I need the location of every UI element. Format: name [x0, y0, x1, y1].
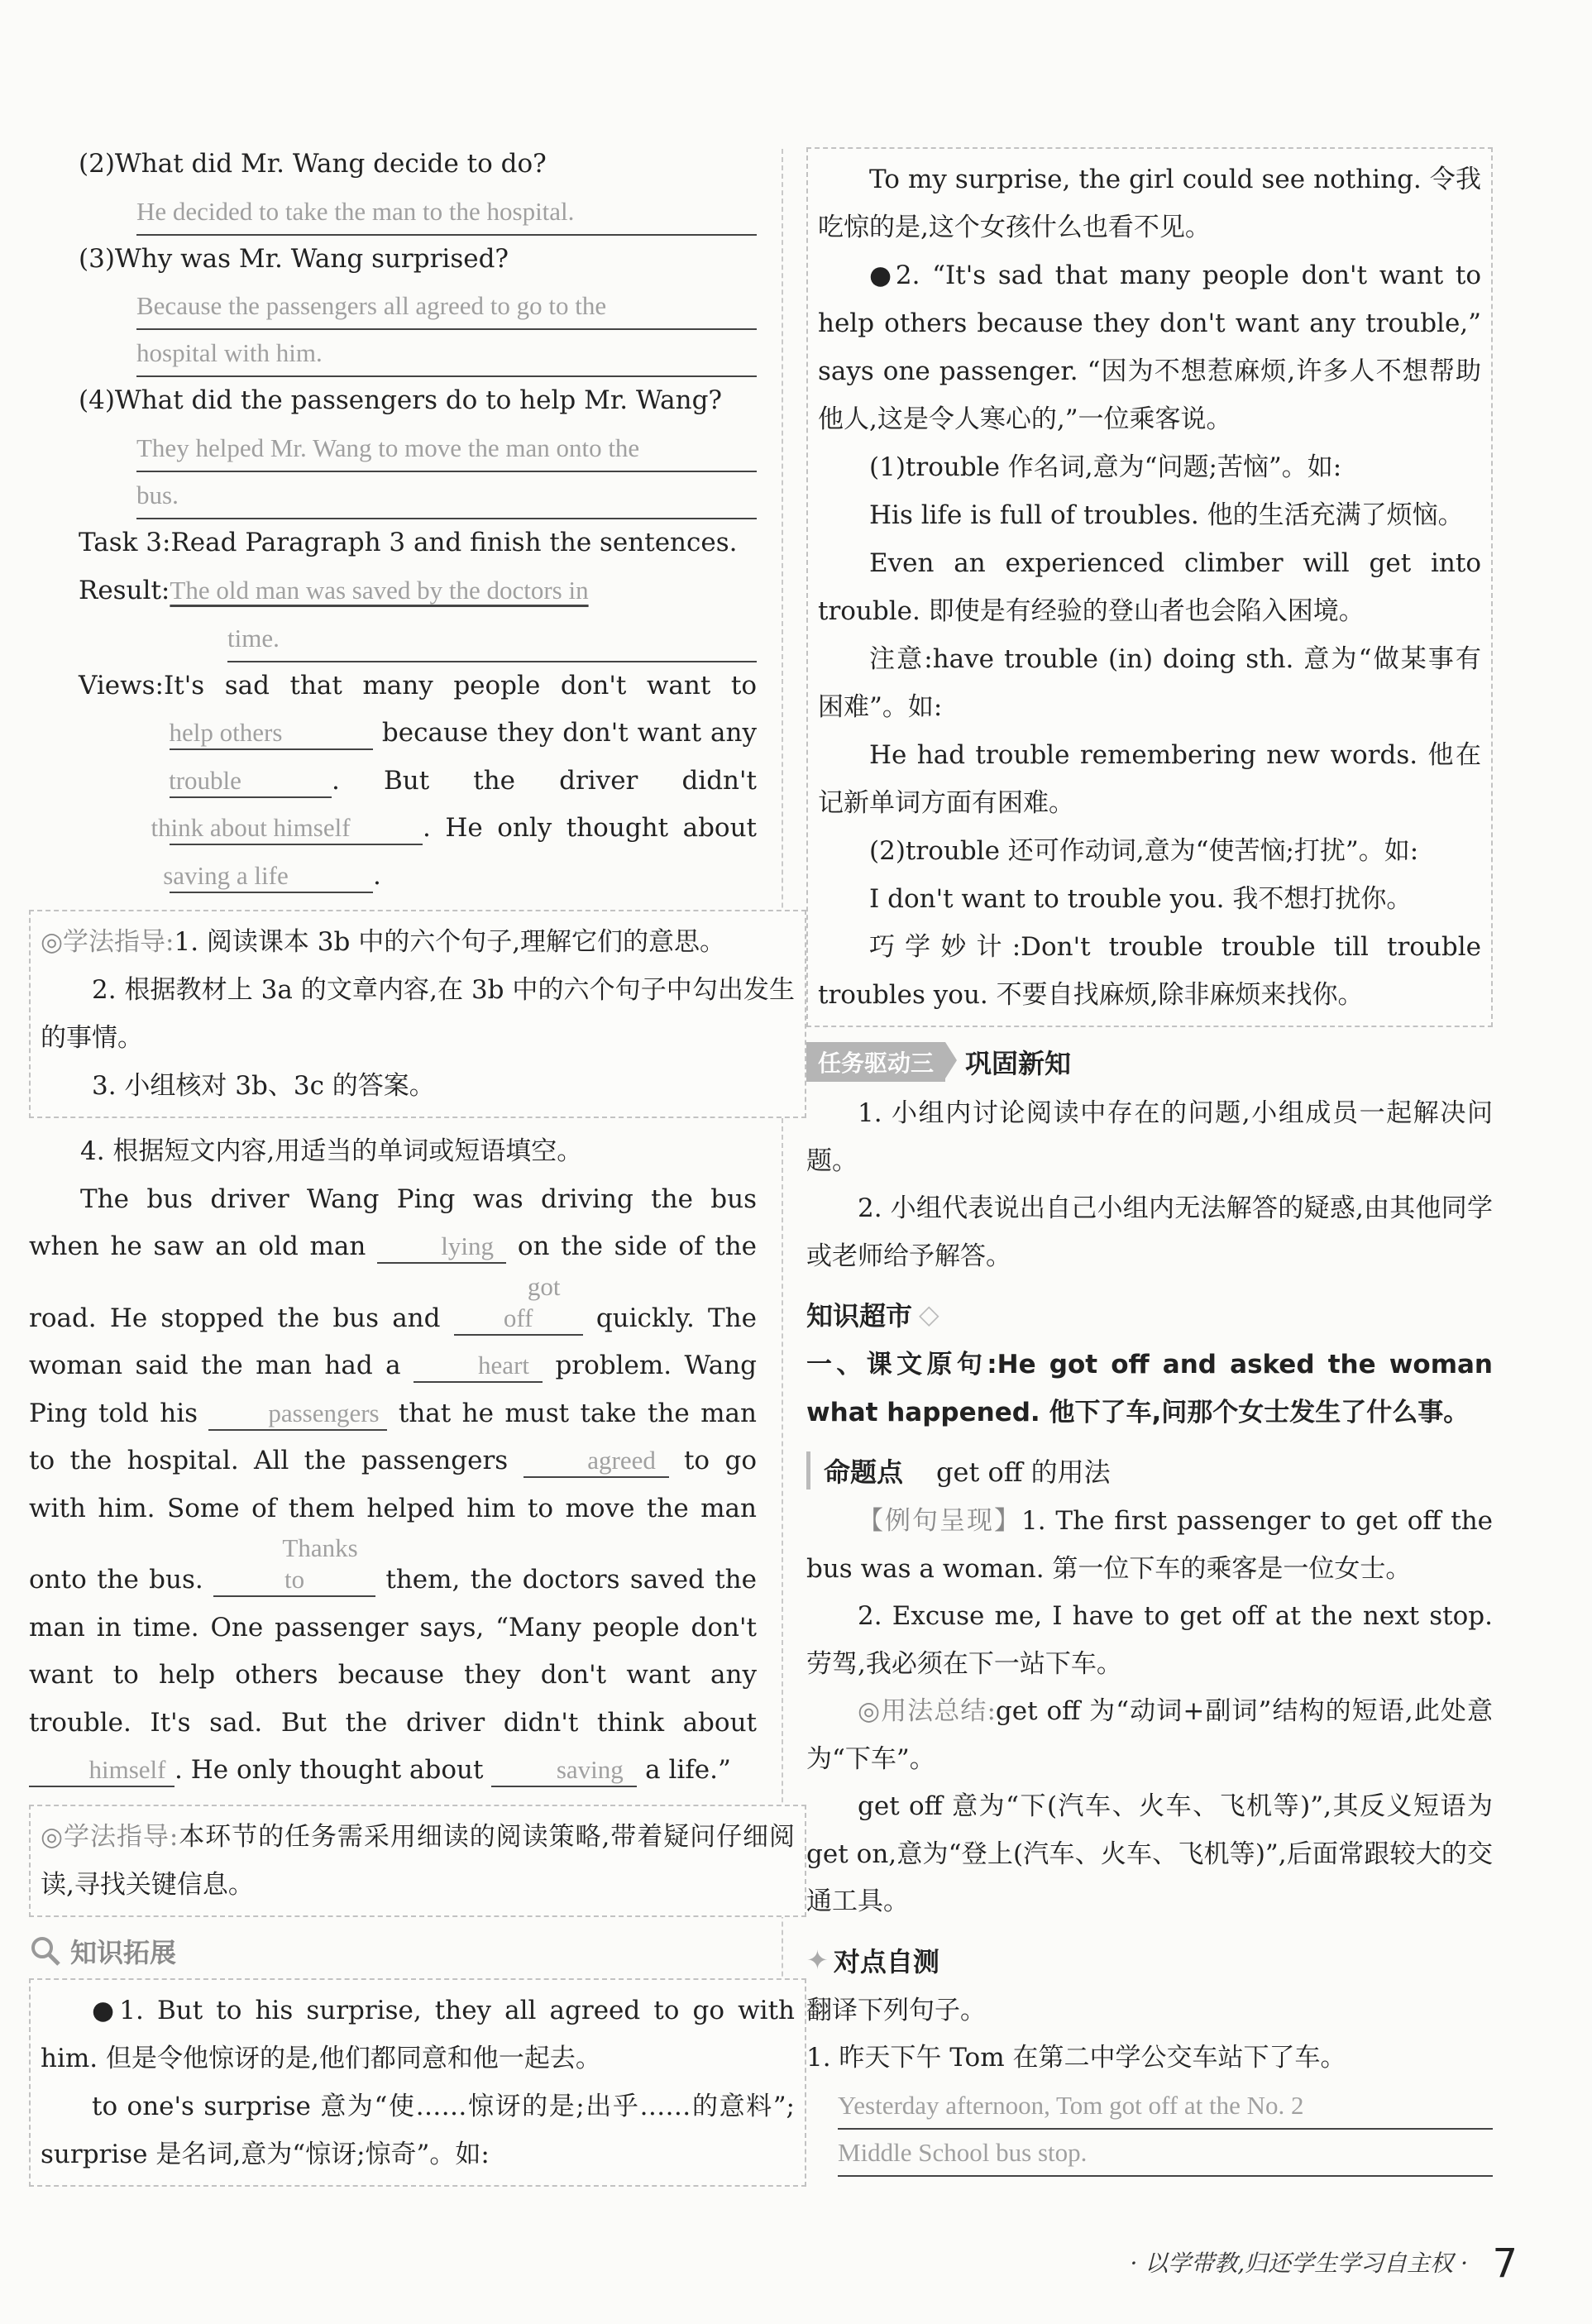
views-blank-1: help others: [170, 717, 373, 750]
views-blank-2: trouble: [170, 765, 332, 798]
views-label: Views:: [79, 670, 164, 701]
trouble-note: 注意:have trouble (in) doing sth. 意为“做某事有困难”。如:: [818, 644, 1481, 722]
left-column: [29, 141, 795, 2197]
blank-6: Thanks to: [213, 1533, 375, 1597]
task-title: 巩固新知: [965, 1048, 1072, 1079]
translate-answer-line1: Yesterday afternoon, Tom got off at the No. 2: [838, 2083, 1493, 2130]
tip-item-2: 2. 根据教材上 3a 的文章内容,在 3b 中的六个句子中勾出发生的事情。: [41, 975, 795, 1053]
study-tip-1: [29, 910, 806, 1118]
blank-4: passengers: [208, 1398, 387, 1431]
passage-text: that he must take the man to the hospital. All the passengers: [29, 1398, 757, 1475]
magnifier-icon: [29, 1934, 62, 1968]
views-text: . He only thought: [423, 813, 669, 843]
tip-label: ◎学法指导:: [41, 927, 174, 957]
task-drive-3-heading: [806, 1042, 1493, 1082]
answer-4-line2: bus.: [136, 472, 757, 519]
passage-text: quickly. The woman said the man had a: [29, 1303, 757, 1380]
extension-item-2: to one's surprise 意为“使……惊讶的是;出乎……的意料”; surprise 是名词,意为“惊讶;惊奇”。如:: [41, 2091, 795, 2169]
views-paragraph: [79, 662, 757, 901]
tip-item-1: 1. 阅读课本 3b 中的六个句子,理解它们的意思。: [174, 927, 726, 957]
views-blank-3: think about himself: [170, 812, 423, 845]
study-tip-2: [29, 1805, 806, 1917]
translate-instruction: 翻译下列句子。: [806, 1995, 986, 2025]
extension-title: 知识拓展: [70, 1936, 177, 1968]
blank-7: himself: [29, 1754, 174, 1787]
diamond-icon: ◇: [919, 1298, 939, 1330]
passage-text: to go with him. Some of them helped him to move the man onto the bus.: [29, 1446, 757, 1595]
views-text: because they don't want: [381, 718, 702, 748]
task-badge: 任务驱动三: [806, 1042, 945, 1082]
question-4: (4)What did the passengers do to help Mr. Wang?: [79, 385, 723, 415]
blank-2: got off: [454, 1271, 583, 1336]
tip-item-3: 3. 小组核对 3b、3c 的答案。: [92, 1071, 435, 1101]
extension-item-1: ●1. But to his surprise, they all agreed to go with him. 但是令他惊讶的是,他们都同意和他一起去。: [41, 1995, 795, 2073]
example-2: 2. Excuse me, I have to get off at the next stop. 劳驾,我必须在下一站下车。: [806, 1601, 1493, 1679]
views-text: . But the driver didn't: [332, 765, 757, 796]
example-label: 【例句呈现】: [858, 1506, 1021, 1536]
trouble-example-4: I don't want to trouble you. 我不想打扰你。: [869, 884, 1413, 914]
answer-2: He decided to take the man to the hospital.: [136, 189, 757, 236]
tip-text: 本环节的任务需采用细读的阅读策略,带着疑问仔细阅读,寻找关键信息。: [41, 1821, 795, 1900]
task-item-1: 1. 小组内讨论阅读中存在的问题,小组成员一起解决问题。: [806, 1098, 1493, 1176]
knowledge-market-heading: [806, 1295, 1493, 1333]
right-column: [806, 147, 1493, 2177]
original-sentence: 一、课文原句:He got off and asked the woman what happened. 他下了车,问那个女士发生了什么事。: [806, 1350, 1493, 1427]
self-test-heading: [806, 1941, 1493, 1979]
blank-3: heart: [414, 1350, 543, 1383]
trouble-noun: (1)trouble 作名词,意为“问题;苦恼”。如:: [869, 452, 1342, 482]
knowledge-extension-heading: [29, 1932, 757, 1970]
page-number: 7: [1492, 2240, 1518, 2287]
fill-passage: [29, 1176, 757, 1795]
sparkle-icon: ✦: [806, 1944, 829, 1976]
passage-text: The bus driver Wang Ping was driving the bus when he saw an old man: [29, 1184, 757, 1261]
answer-4-line1: They helped Mr. Wang to move the man onto the: [136, 425, 757, 472]
passage-text: problem. Wang Ping told his: [29, 1351, 758, 1428]
views-text: any: [710, 718, 757, 748]
usage-1: [806, 1688, 1493, 1783]
example-surprise: To my surprise, the girl could see nothing. 令我吃惊的是,这个女孩什么也看不见。: [818, 165, 1481, 242]
market-title: 知识超市: [806, 1300, 913, 1332]
passage-text: on the side of the road. He stopped the bus and: [29, 1231, 758, 1333]
trouble-verb: (2)trouble 还可作动词,意为“使苦恼;打扰”。如:: [869, 836, 1419, 866]
translate-item-1: 1. 昨天下午 Tom 在第二中学公交车站下了车。: [806, 2043, 1346, 2073]
task-3-title: Task 3:Read Paragraph 3 and finish the sentences.: [79, 527, 738, 557]
views-text: .: [373, 860, 381, 891]
trouble-example-2: Even an experienced climber will get into trouble. 即使是有经验的登山者也会陷入困境。: [818, 548, 1481, 626]
task-item-2: 2. 小组代表说出自己小组内无法解答的疑惑,由其他同学或老师给予解答。: [806, 1193, 1493, 1271]
extension-box-continued: [806, 147, 1493, 1027]
point-title: get off 的用法: [936, 1456, 1111, 1488]
fill-title: 4. 根据短文内容,用适当的单词或短语填空。: [80, 1136, 583, 1166]
blank-5: agreed: [523, 1445, 669, 1478]
extension-item-2b: ●2. “It's sad that many people don't want to help others because they don't want any trouble,” says one passenger. “因为不想惹麻烦,许多人不想帮助他人,这是令人寒心的,”一位乘客说。: [818, 261, 1481, 434]
trouble-tip: 巧学妙计:Don't trouble trouble till trouble troubles you. 不要自找麻烦,除非麻烦来找你。: [818, 932, 1481, 1010]
question-3: (3)Why was Mr. Wang surprised?: [79, 243, 509, 274]
question-2: (2)What did Mr. Wang decide to do?: [79, 149, 547, 179]
answer-3-line1: Because the passengers all agreed to go to the: [136, 283, 757, 330]
tip-label: ◎学法指导:: [41, 1821, 179, 1852]
blank-1: lying: [377, 1231, 506, 1264]
passage-text: them, the doctors saved the man in time. One passenger says, “Many people don't want to help others because they don't want any trouble. It's sad. But the driver didn't think about: [29, 1565, 757, 1738]
passage-text: . He only thought about: [174, 1755, 484, 1785]
views-text: It's sad that many people don't want to: [164, 670, 757, 701]
result-answer-line2: time.: [227, 615, 757, 662]
example-1: [806, 1498, 1493, 1593]
usage-label: ◎用法总结:: [858, 1696, 996, 1726]
trouble-example-3: He had trouble remembering new words. 他在记新单词方面有困难。: [818, 740, 1481, 818]
usage-2: get off 意为“下(汽车、火车、飞机等)”,其反义短语为 get on,意为“登上(汽车、火车、飞机等)”,后面常跟较大的交通工具。: [806, 1791, 1493, 1916]
trouble-example-1: His life is full of troubles. 他的生活充满了烦恼。: [869, 500, 1464, 530]
result-row: [79, 567, 757, 615]
extension-box: [29, 1978, 806, 2187]
point-badge: 命题点: [824, 1456, 904, 1488]
self-test-title: 对点自测: [833, 1945, 939, 1977]
result-answer-line1: The old man was saved by the doctors in: [170, 576, 589, 605]
example-1-text: 1. The first passenger to get off the bus was a woman. 第一位下车的乘客是一位女士。: [806, 1506, 1494, 1584]
answer-3-line2: hospital with him.: [136, 330, 757, 377]
translate-answer-line2: Middle School bus stop.: [838, 2130, 1493, 2177]
views-text: about: [682, 813, 758, 843]
blank-8: saving: [491, 1754, 637, 1787]
proposition-heading: [806, 1451, 1493, 1490]
usage-1-text: get off 为“动词+副词”结构的短语,此处意为“下车”。: [806, 1696, 1493, 1774]
footer-slogan: · 以学带教,归还学生学习自主权 ·: [1130, 2250, 1468, 2277]
passage-text: a life.”: [645, 1755, 731, 1785]
views-blank-4: saving a life: [170, 860, 373, 893]
result-label: Result:: [79, 576, 170, 605]
